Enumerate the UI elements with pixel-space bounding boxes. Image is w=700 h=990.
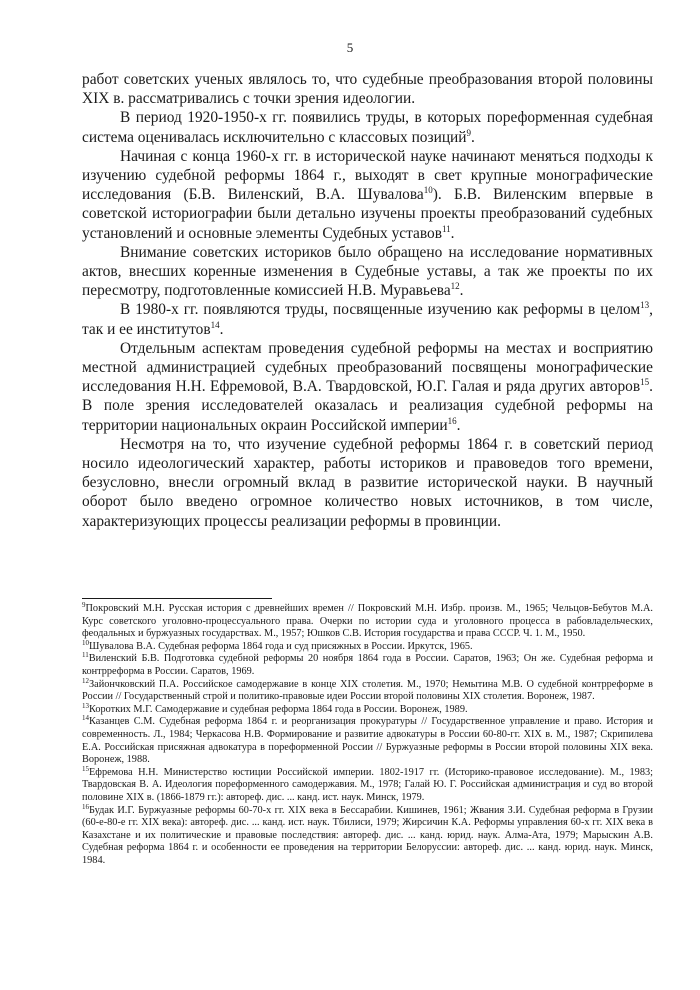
footnote-number: 12: [82, 676, 89, 685]
footnote-marker: 16: [447, 415, 457, 426]
paragraph: [82, 108, 653, 146]
paragraph-text: .: [450, 224, 455, 242]
footnote-text: Будак И.Г. Буржуазные реформы 60-70-х гг. XIX века в Бессарабии. Кишинев, 1961; Жвания З.И. Судебная реформа в Грузии (60-е-80-е гг. XIX века): автореф. дис. ... канд. ист. наук. Тбилиси, 1979; Жирсичин К.А. Реформы управления 60-х гг. XIX века в Казахстане и их политические и правовые последствия: автореф. дис. ... канд. юрид. наук. Алма-Ата, 1979; Марыскин А.В. Судебная реформа 1864 г. и особенности ее проведения на территории Белоруссии: автореф. дис. ... канд. юрид. наук. Минск, 1984.: [82, 804, 653, 866]
footnote-separator: [82, 598, 272, 599]
footnote-number: 9: [82, 601, 86, 609]
footnote-marker: 11: [441, 223, 451, 234]
paragraph-text: Несмотря на то, что изучение судебной реформы 1864 г. в советский период носило идеологический характер, работы историков и правоведов того времени, безусловно, внесли огромный вклад в развитие исторической науки. В научный оборот было введено огромное количество новых источников, в том числе, характеризующих процессы реализации реформы в провинции.: [82, 435, 653, 530]
footnote-number: 14: [82, 714, 89, 723]
paragraph-text: .: [219, 320, 224, 338]
paragraph-text: .: [471, 128, 475, 146]
footnote-number: 13: [82, 701, 89, 710]
footnote-text: Ефремова Н.Н. Министерство юстиции Российской империи. 1802-1917 гг. (Историко-правовое исследование). М., 1983; Твардовская В. А. Идеология пореформенного самодержавия. М., 1978; Галай Ю. Г. Российская администрация и суд во второй половине XIX в. (1866-1879 гг.): автореф. дис. ... канд. ист. наук. Минск, 1979.: [82, 766, 653, 803]
footnote: [82, 603, 653, 641]
footnote: [82, 716, 653, 766]
paragraph-text: ). Б.В. Виленским впервые в советской историографии были детально изучены проекты преобразований судебных установлений и основные элементы Судебных уставов: [82, 186, 653, 242]
footnote: [82, 676, 653, 704]
footnote-text: Коротких М.Г. Самодержавие и судебная реформа 1864 года в России. Воронеж, 1989.: [89, 703, 468, 715]
paragraph: [82, 70, 653, 108]
page-number: 5: [346, 40, 354, 55]
footnote-marker: 9: [466, 127, 472, 138]
paragraph-text: , так и ее институтов: [82, 301, 653, 338]
footnote-text: Шувалова В.А. Судебная реформа 1864 года и суд присяжных в России. Иркутск, 1965.: [89, 640, 473, 652]
paragraph-text: В 1980-х гг. появляются труды, посвященные изучению как реформы в целом: [120, 301, 641, 319]
footnote-marker: 13: [640, 300, 650, 311]
paragraph-text: .: [456, 416, 461, 434]
paragraph-text: Отдельным аспектам проведения судебной реформы на местах и восприятию местной администрацией судебных преобразований посвящены монографические исследования Н.Н. Ефремовой, В.А. Твардовской, Ю.Г. Галая и ряда других авторов: [82, 339, 653, 396]
footnote-marker: 10: [423, 185, 433, 196]
footnote-number: 15: [82, 764, 89, 773]
body-text: [82, 70, 653, 531]
footnote: [82, 764, 653, 805]
footnotes: [82, 603, 653, 867]
footnote-marker: 12: [450, 281, 460, 292]
footnote: [82, 701, 653, 717]
footnote: [82, 802, 653, 868]
paragraph: [82, 300, 653, 338]
footnote: [82, 653, 653, 678]
paragraph: [82, 243, 653, 301]
paragraph-text: В период 1920-1950-х гг. появились труды, в которых пореформенная судебная система оценивалась исключительно с классовых позиций: [82, 109, 653, 146]
footnote: [82, 638, 653, 654]
paragraph-text: .: [459, 282, 464, 300]
paragraph: [82, 339, 653, 435]
footnote-marker: 14: [210, 319, 220, 330]
footnote-text: Покровский М.Н. Русская история с древнейших времен // Покровский М.Н. Избр. произв. М., 1965; Чельцов-Бебутов М.А. Курс советского уголовно-процессуального права. Очерки по истории суда и уголовного процесса в рабовладельческих, феодальных и буржуазных государствах. М., 1957; Юшков С.В. История государства и права СССР. Ч. 1. М., 1950.: [82, 603, 653, 640]
footnote-text: Зайончковский П.А. Российское самодержавие в конце XIX столетия. М., 1970; Немытина М.В. О судебной контрреформе в России // Государственный строй и политико-правовые идеи России второй половины XIX столетия. Воронеж, 1987.: [82, 678, 653, 703]
paragraph: [82, 435, 653, 531]
footnote-number: 16: [82, 802, 89, 811]
footnote-marker: 15: [640, 377, 650, 388]
paragraph: [82, 147, 653, 243]
footnote-number: 10: [82, 638, 89, 647]
footnote-number: 11: [82, 651, 89, 660]
footnote-text: Виленский Б.В. Подготовка судебной реформы 20 ноября 1864 года в России. Саратов, 1963; Он же. Судебная реформа и контрреформа в России. Саратов, 1969.: [82, 653, 653, 677]
paragraph-text: . В поле зрения исследователей оказалась и реализация судебной реформы на территории национальных окраин Российской империи: [82, 378, 653, 434]
paragraph-text: Внимание советских историков было обращено на исследование нормативных актов, внесших коренные изменения в Судебные уставы, а так же проекты по их пересмотру, подготовленные комиссией Н.В. Муравьева: [82, 243, 653, 300]
paragraph-text: Начиная с конца 1960-х гг. в исторической науке начинают меняться подходы к изучению судебной реформы 1864 г., выходят в свет крупные монографические исследования (Б.В. Виленский, В.А. Шувалова: [82, 147, 653, 204]
footnote-text: Казанцев С.М. Судебная реформа 1864 г. и реорганизация прокуратуры // Государственное управление и право. История и современность. Л., 1984; Черкасова Н.В. Формирование и развитие адвокатуры в России 60-80-гг. XIX в. М., 1987; Скрипилева Е.А. Российская присяжная адвокатура в пореформенной России // Буржуазные реформы в России второй половины XIX века. Воронеж, 1988.: [82, 716, 653, 766]
paragraph-text: работ советских ученых являлось то, что судебные преобразования второй половины XIX в. рассматривались с точки зрения идеологии.: [82, 71, 653, 108]
